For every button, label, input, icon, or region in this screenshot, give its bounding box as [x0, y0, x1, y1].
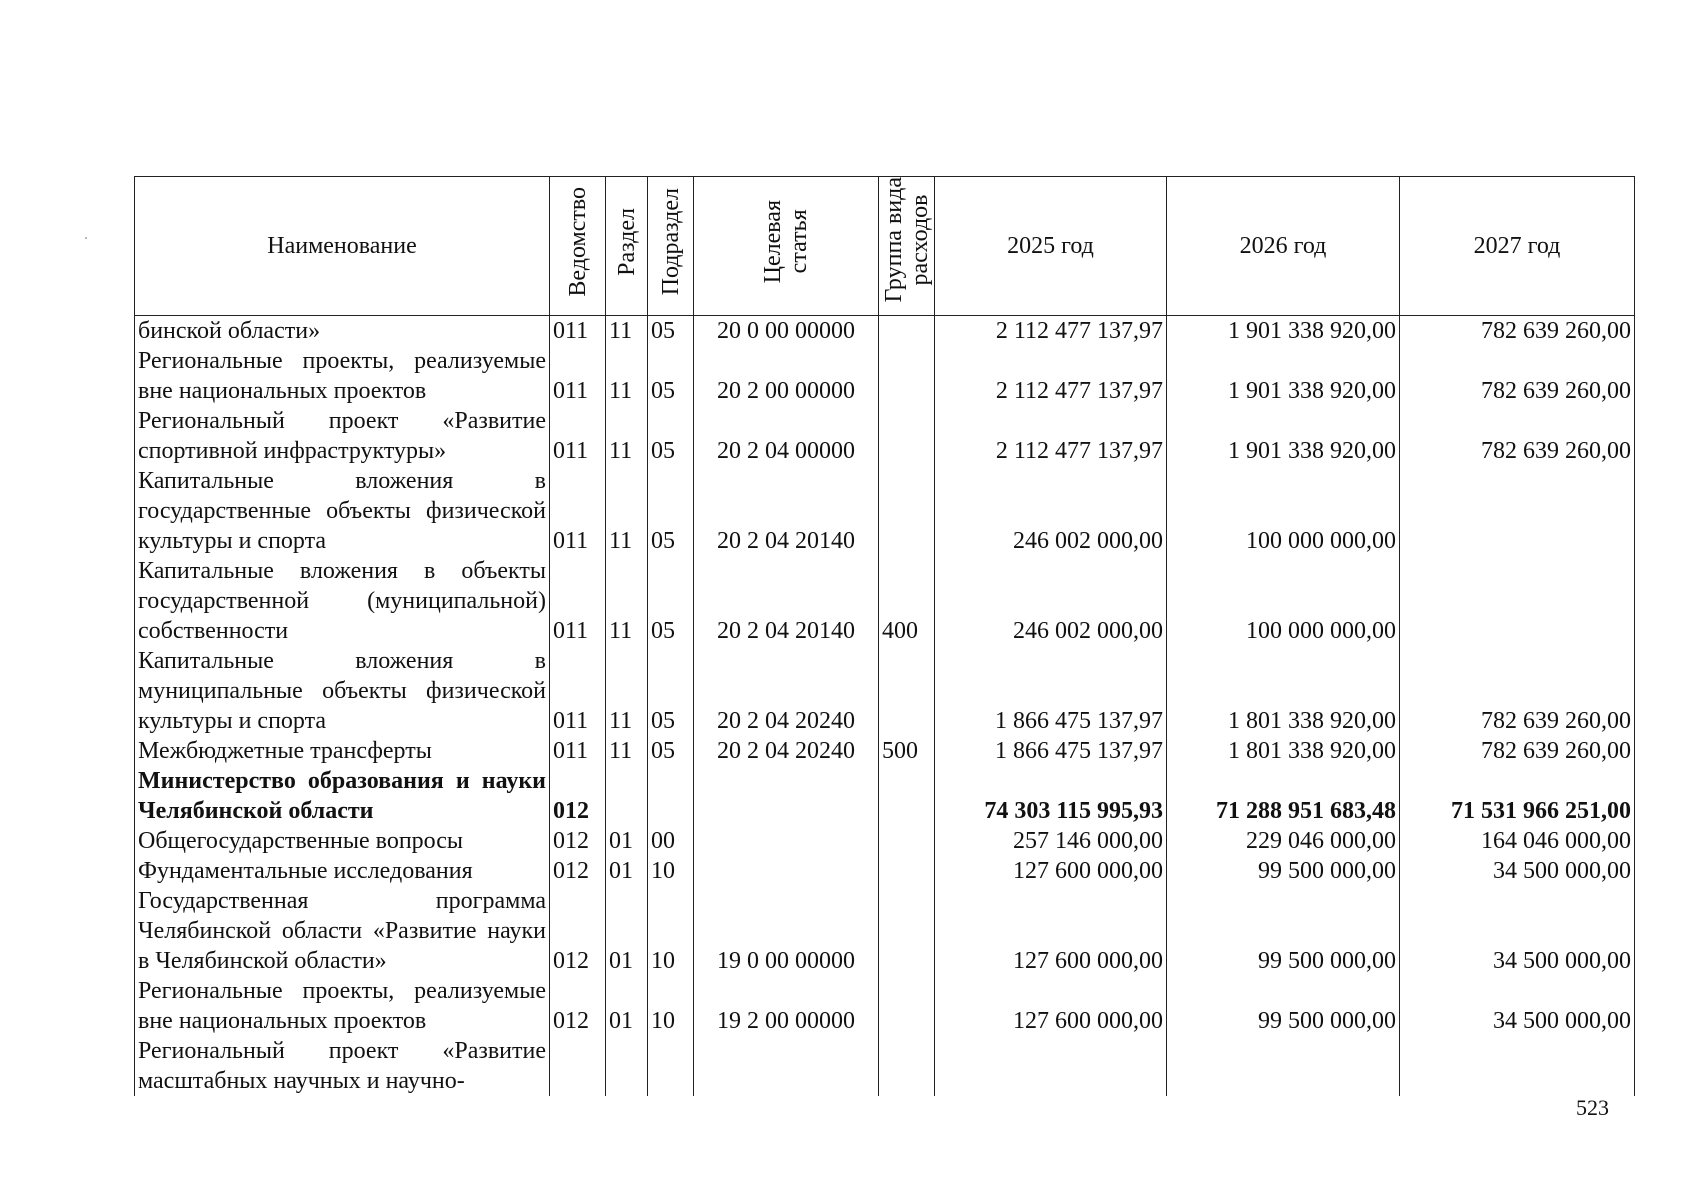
table-row	[135, 556, 1635, 646]
cell-2027	[1400, 1036, 1635, 1096]
cell-razdel	[606, 766, 648, 826]
cell-2026: 71 288 951 683,48	[1167, 766, 1400, 826]
table-row	[135, 646, 1635, 736]
cell-2025: 2 112 477 137,97	[935, 346, 1167, 406]
cell-razdel: 01	[606, 886, 648, 976]
cell-gruppa-vida: 400	[879, 556, 935, 646]
cell-2027: 164 046 000,00	[1400, 826, 1635, 856]
cell-2026	[1167, 1036, 1400, 1096]
header-razdel: Раздел	[606, 177, 648, 316]
header-name: Наименование	[135, 177, 550, 316]
cell-razdel	[606, 1036, 648, 1096]
cell-name: Общегосударственные вопросы	[135, 826, 550, 856]
cell-vedomstvo: 011	[550, 346, 606, 406]
cell-name: Министерство образования и науки Челябинской области	[135, 766, 550, 826]
cell-gruppa-vida	[879, 466, 935, 556]
cell-tselevaya-statya: 20 2 04 20240	[694, 646, 879, 736]
cell-2027: 34 500 000,00	[1400, 976, 1635, 1036]
cell-name: бинской области»	[135, 316, 550, 347]
cell-2026: 100 000 000,00	[1167, 466, 1400, 556]
cell-2027: 782 639 260,00	[1400, 406, 1635, 466]
cell-razdel: 11	[606, 736, 648, 766]
cell-podrazdel: 10	[648, 856, 694, 886]
cell-name: Региональный проект «Развитие спортивной инфраструктуры»	[135, 406, 550, 466]
page-number: 523	[1576, 1095, 1609, 1120]
cell-gruppa-vida	[879, 316, 935, 347]
cell-2027: 782 639 260,00	[1400, 646, 1635, 736]
cell-podrazdel	[648, 766, 694, 826]
cell-vedomstvo: 012	[550, 886, 606, 976]
cell-vedomstvo: 011	[550, 406, 606, 466]
cell-vedomstvo: 011	[550, 646, 606, 736]
cell-2026: 99 500 000,00	[1167, 886, 1400, 976]
cell-tselevaya-statya: 20 2 04 20140	[694, 556, 879, 646]
cell-tselevaya-statya: 20 2 04 20240	[694, 736, 879, 766]
cell-2026: 229 046 000,00	[1167, 826, 1400, 856]
cell-razdel: 01	[606, 856, 648, 886]
cell-podrazdel: 05	[648, 406, 694, 466]
cell-gruppa-vida	[879, 1036, 935, 1096]
cell-vedomstvo: 012	[550, 766, 606, 826]
cell-vedomstvo: 012	[550, 826, 606, 856]
table-body	[135, 316, 1635, 1097]
table-header-row	[135, 177, 1635, 316]
cell-podrazdel: 05	[648, 466, 694, 556]
cell-vedomstvo: 012	[550, 976, 606, 1036]
cell-vedomstvo: 011	[550, 316, 606, 347]
header-2026: 2026 год	[1167, 177, 1400, 316]
cell-podrazdel: 05	[648, 556, 694, 646]
cell-2027	[1400, 556, 1635, 646]
cell-gruppa-vida	[879, 766, 935, 826]
cell-gruppa-vida	[879, 976, 935, 1036]
cell-razdel: 01	[606, 976, 648, 1036]
cell-name: Межбюджетные трансферты	[135, 736, 550, 766]
cell-tselevaya-statya: 20 0 00 00000	[694, 316, 879, 347]
cell-tselevaya-statya: 19 0 00 00000	[694, 886, 879, 976]
cell-name: Региональные проекты, реализуемые вне национальных проектов	[135, 976, 550, 1036]
cell-2025: 127 600 000,00	[935, 886, 1167, 976]
cell-podrazdel: 00	[648, 826, 694, 856]
cell-2025: 2 112 477 137,97	[935, 406, 1167, 466]
cell-gruppa-vida	[879, 826, 935, 856]
cell-name: Региональные проекты, реализуемые вне национальных проектов	[135, 346, 550, 406]
cell-tselevaya-statya	[694, 856, 879, 886]
cell-vedomstvo: 011	[550, 736, 606, 766]
cell-tselevaya-statya: 20 2 04 00000	[694, 406, 879, 466]
table-row	[135, 856, 1635, 886]
cell-podrazdel: 05	[648, 316, 694, 347]
cell-gruppa-vida	[879, 646, 935, 736]
cell-tselevaya-statya: 20 2 00 00000	[694, 346, 879, 406]
cell-gruppa-vida	[879, 406, 935, 466]
cell-name: Государственная программа Челябинской области «Развитие науки в Челябинской области»	[135, 886, 550, 976]
table-row	[135, 1036, 1635, 1096]
cell-gruppa-vida	[879, 886, 935, 976]
table-row	[135, 886, 1635, 976]
cell-2027: 782 639 260,00	[1400, 316, 1635, 347]
header-2025: 2025 год	[935, 177, 1167, 316]
cell-razdel: 11	[606, 346, 648, 406]
cell-2026: 1 901 338 920,00	[1167, 316, 1400, 347]
cell-name: Капитальные вложения в объекты государственной (муниципальной) собственности	[135, 556, 550, 646]
cell-2025: 1 866 475 137,97	[935, 646, 1167, 736]
cell-podrazdel: 05	[648, 346, 694, 406]
cell-podrazdel: 05	[648, 736, 694, 766]
cell-tselevaya-statya: 20 2 04 20140	[694, 466, 879, 556]
cell-podrazdel: 10	[648, 886, 694, 976]
cell-2026: 99 500 000,00	[1167, 856, 1400, 886]
cell-2026: 99 500 000,00	[1167, 976, 1400, 1036]
cell-razdel: 11	[606, 556, 648, 646]
cell-name: Капитальные вложения в муниципальные объекты физической культуры и спорта	[135, 646, 550, 736]
cell-2025: 127 600 000,00	[935, 976, 1167, 1036]
cell-2026: 1 801 338 920,00	[1167, 646, 1400, 736]
cell-gruppa-vida	[879, 856, 935, 886]
cell-2027: 34 500 000,00	[1400, 886, 1635, 976]
cell-podrazdel	[648, 1036, 694, 1096]
cell-podrazdel: 05	[648, 646, 694, 736]
header-vedomstvo: Ведомство	[550, 177, 606, 316]
cell-razdel: 01	[606, 826, 648, 856]
cell-2025: 246 002 000,00	[935, 556, 1167, 646]
cell-vedomstvo: 012	[550, 856, 606, 886]
cell-2026: 1 901 338 920,00	[1167, 346, 1400, 406]
cell-2025	[935, 1036, 1167, 1096]
cell-2025: 127 600 000,00	[935, 856, 1167, 886]
cell-name: Фундаментальные исследования	[135, 856, 550, 886]
cell-2027: 71 531 966 251,00	[1400, 766, 1635, 826]
cell-razdel: 11	[606, 406, 648, 466]
table-row	[135, 766, 1635, 826]
cell-2026: 100 000 000,00	[1167, 556, 1400, 646]
header-tselevaya-statya: Целевая статья	[694, 177, 879, 316]
cell-2027: 34 500 000,00	[1400, 856, 1635, 886]
header-gruppa-vida-rashodov: Группа вида расходов	[879, 177, 935, 316]
table-row	[135, 346, 1635, 406]
cell-name: Капитальные вложения в государственные объекты физической культуры и спорта	[135, 466, 550, 556]
cell-2025: 257 146 000,00	[935, 826, 1167, 856]
cell-2025: 1 866 475 137,97	[935, 736, 1167, 766]
cell-razdel: 11	[606, 466, 648, 556]
cell-gruppa-vida: 500	[879, 736, 935, 766]
cell-2025: 74 303 115 995,93	[935, 766, 1167, 826]
cell-2027: 782 639 260,00	[1400, 736, 1635, 766]
cell-podrazdel: 10	[648, 976, 694, 1036]
cell-2025: 2 112 477 137,97	[935, 316, 1167, 347]
table-row	[135, 826, 1635, 856]
cell-tselevaya-statya	[694, 826, 879, 856]
table-row	[135, 976, 1635, 1036]
table-row	[135, 466, 1635, 556]
budget-table	[134, 176, 1635, 1096]
cell-2026: 1 801 338 920,00	[1167, 736, 1400, 766]
cell-vedomstvo: 011	[550, 556, 606, 646]
cell-vedomstvo: 011	[550, 466, 606, 556]
cell-tselevaya-statya	[694, 766, 879, 826]
table-row	[135, 736, 1635, 766]
cell-tselevaya-statya: 19 2 00 00000	[694, 976, 879, 1036]
table-row	[135, 316, 1635, 347]
header-2027: 2027 год	[1400, 177, 1635, 316]
scan-speck	[85, 237, 87, 239]
cell-razdel: 11	[606, 316, 648, 347]
cell-2025: 246 002 000,00	[935, 466, 1167, 556]
header-podrazdel: Подраздел	[648, 177, 694, 316]
cell-2027: 782 639 260,00	[1400, 346, 1635, 406]
cell-2027	[1400, 466, 1635, 556]
cell-name: Региональный проект «Развитие масштабных научных и научно-	[135, 1036, 550, 1096]
cell-vedomstvo	[550, 1036, 606, 1096]
cell-razdel: 11	[606, 646, 648, 736]
table-row	[135, 406, 1635, 466]
cell-tselevaya-statya	[694, 1036, 879, 1096]
cell-gruppa-vida	[879, 346, 935, 406]
cell-2026: 1 901 338 920,00	[1167, 406, 1400, 466]
